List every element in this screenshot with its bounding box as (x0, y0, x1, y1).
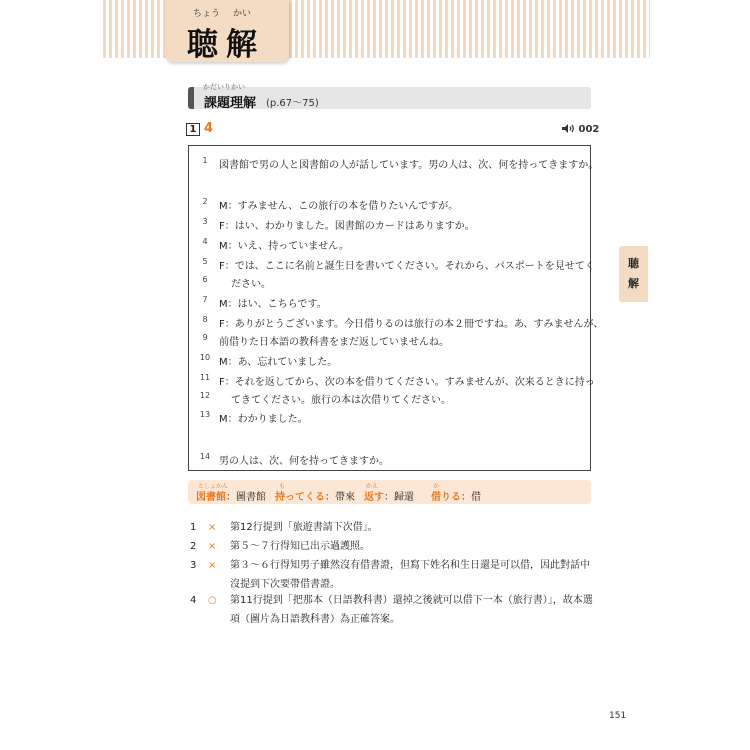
line-text: てきてください。旅行の本は次借りてください。 (231, 395, 451, 406)
side-index-tab (619, 246, 648, 302)
line-number: 2 (202, 197, 208, 206)
line-text: 前借りた日本語の教科書をまだ返していませんね。 (219, 337, 449, 348)
title-ruby-2: かい (233, 9, 252, 19)
section-ruby: かだいりかい (203, 83, 245, 91)
vocab-word: 持ってくる (275, 492, 325, 503)
vocab-ruby: としょかん (198, 483, 229, 490)
explanation-mark: × (208, 560, 217, 571)
line-number: 1 (202, 156, 208, 165)
line-number: 14 (199, 452, 211, 461)
line-number: 8 (202, 315, 208, 324)
vocab-item (364, 483, 414, 503)
vocab-meaning: ：借 (461, 492, 481, 503)
vocab-meaning: ：歸還 (384, 492, 414, 503)
side-tab-char-1: 聴 (628, 257, 639, 270)
vocab-word: 返す (364, 492, 384, 503)
line-text: F：はい、わかりました。図書館のカードはありますか。 (219, 221, 475, 232)
vocab-ruby: も (279, 483, 286, 490)
line-number: 4 (202, 237, 208, 246)
vocab-meaning: ：圖書館 (226, 492, 266, 503)
vocab-item (196, 483, 266, 503)
vocab-meaning: ：帶來 (325, 492, 355, 503)
section-page-range: (p.67～75) (266, 98, 319, 109)
line-text: M：すみません、この旅行の本を借りたいんですが。 (219, 201, 459, 212)
line-number: 9 (202, 333, 208, 342)
script-box (188, 145, 604, 471)
vocab-word: 借りる (431, 492, 461, 503)
line-number: 5 (202, 257, 208, 266)
section-bar-stripe (188, 87, 194, 109)
side-tab-char-2: 解 (628, 277, 639, 290)
vocab-ruby: かえ (366, 483, 379, 490)
section-title: 課題理解 (204, 96, 257, 111)
line-number: 10 (199, 353, 211, 362)
line-text: M：あ、忘れていました。 (219, 357, 338, 368)
line-text: M：はい、こちらです。 (219, 299, 327, 310)
line-number: 6 (202, 275, 208, 284)
explanation-text: 第11行提到「把那本（日語教科書）還掉之後就可以借下一本（旅行書）」，故本選項（圖片為日語教科書）為正確答案。 (230, 595, 593, 625)
explanation-text: 第５～７行得知已出示過護照。 (230, 541, 370, 552)
line-number: 11 (199, 373, 211, 382)
question-number: 1 (186, 123, 200, 136)
line-number: 13 (199, 410, 211, 419)
explanation-number: 3 (190, 560, 197, 571)
explanation-mark: × (208, 541, 217, 552)
question-answer: 4 (204, 121, 214, 136)
explanation-number: 1 (190, 522, 197, 533)
vocab-word: 図書館 (196, 492, 226, 503)
speaker-icon (561, 123, 575, 134)
line-text: F：ありがとうございます。今日借りるのは旅行の本２冊ですね。あ、すみませんが、 (219, 319, 604, 330)
line-text: F：それを返してから、次の本を借りてください。すみませんが、次来るときに持っ (219, 377, 595, 388)
explanation-number: 2 (190, 541, 197, 552)
line-text: 男の人は、次、何を持ってきますか。 (219, 456, 389, 467)
line-text: 図書館で男の人と図書館の人が話しています。男の人は、次、何を持ってきますか。 (219, 160, 599, 171)
vocab-ruby: か (433, 483, 440, 490)
audio-track-number: 002 (578, 124, 600, 135)
vocab-bar (188, 480, 591, 504)
explanation-mark: ○ (208, 595, 217, 606)
line-text: M：わかりました。 (219, 414, 308, 425)
line-number: 7 (202, 295, 208, 304)
explanation-text: 第12行提到「旅遊書請下次借」。 (230, 522, 378, 533)
explanation-text: 第３～６行得知男子雖然沒有借書證，但寫下姓名和生日還是可以借，因此對話中沒提到下次要帶借書證。 (230, 560, 590, 590)
vocab-item (431, 483, 481, 503)
explanation-mark: × (208, 522, 217, 533)
page-number: 151 (609, 711, 627, 721)
line-number: 12 (199, 391, 211, 400)
title-ruby-1: ちょう (193, 9, 221, 19)
line-text: F：では、ここに名前と誕生日を書いてください。それから、パスポートを見せてく (219, 261, 595, 272)
line-text: M：いえ、持っていません。 (219, 241, 349, 252)
chapter-title-tab (165, 0, 289, 62)
line-number: 3 (202, 217, 208, 226)
vocab-item (275, 483, 355, 503)
chapter-title: 聴解 (187, 27, 265, 63)
line-text: ださい。 (231, 279, 271, 290)
explanation-number: 4 (190, 595, 197, 606)
audio-track (561, 123, 599, 135)
